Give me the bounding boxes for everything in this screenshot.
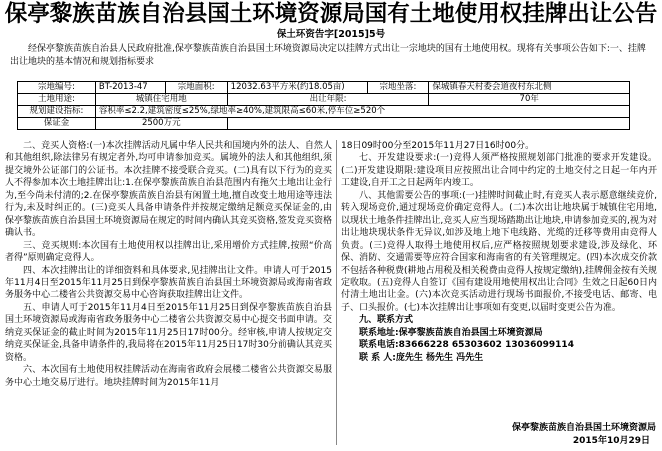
section-application: 五、申请人可于2015年11月4日至2015年11月25日到保亭黎族苗族自治县国土环境资源局或海南省政务服务中心二楼省公共资源交易中心提交书面申请。交纳竞买保证金的截止时间为2015年11月25日17时00分。经审核,申请人按规定交纳竞买保证金,具备申请条件的,我局将在2015年11月25日17时30分前确认其竞买资格。	[5, 302, 332, 363]
parcel-area-label: 宗地面积:	[165, 82, 227, 94]
contact-heading: 九、联系方式	[359, 315, 414, 326]
right-column	[341, 140, 657, 425]
left-column	[5, 140, 332, 450]
section-bidder-qualification: 二、竞买人资格:(一)本次挂牌活动凡属中华人民共和国境内外的法人、自然人和其他组织,除法律另有规定者外,均可申请参加竞买。属境外的法人和其他组织,须提交境外公证部门的公证书。本次挂牌不接受联合竞买。(二)具有以下行为的竞买人不得参加本次土地挂牌出让:1.在保亭黎族苗族自治县范围内有拖欠土地出让金行为,至今尚未付清的;2.在保亭黎族苗族自治县有闲置土地,擅自改变土地用途等违法行为,未及时纠正的。(三)竞买人具备申请条件并按规定缴纳足额竞买保证金的,由保亭黎族苗族自治县国土环境资源局在规定的时间内确认其竞买资格,签发竞买资格确认书。	[5, 141, 332, 239]
section-bidding-rules: 三、竞买规则:本次国有土地使用权以挂牌出让,采用增价方式挂牌,按照“价高者得”原则确定竞得人。	[5, 240, 332, 264]
empty-cell	[227, 118, 629, 130]
contact-address	[341, 327, 657, 339]
parcel-area-value: 12032.63平方米(约18.05亩)	[227, 82, 367, 94]
contact-person	[341, 352, 657, 364]
issue-date: 2015年10月29日	[572, 436, 650, 446]
term-label: 出让年限:	[227, 94, 429, 106]
parcel-code-value: BT-2013-47	[95, 82, 165, 94]
issuer-signature: 保亭黎族苗族自治县国土环境资源局	[511, 423, 656, 433]
section-documents: 四、本次挂牌出让的详细资料和具体要求,见挂牌出让文件。申请人可于2015年11月4日至2015年11月25日到保亭黎族苗族自治县国土环境资源局或海南省政务服务中心二楼省公共资源交易中心咨询获取挂牌出让文件。	[5, 265, 332, 301]
plan-indicator-value: 容积率≤2.2,建筑密度≤25%,绿地率≥40%,建筑限高≤60米,停车位≥520个	[95, 106, 629, 118]
contact-person-value: 庞先生 杨先生 冯先生	[395, 352, 484, 363]
table-row	[18, 94, 630, 106]
parcel-location-label: 宗地坐落:	[367, 82, 429, 94]
document-number: 保土环资告字[2015]5号	[276, 29, 386, 40]
section-other-matters: 八、其他需要公告的事项:(一)挂牌时间截止时,有竞买人表示愿意继续竞价,转入现场竞价,通过现场竞价确定竞得人。(二)本次出让地块属于城镇住宅用地,以现状土地条件挂牌出让,竞买人应当现场踏勘出让地块,申请参加竞买的,视为对出让地块现状条件无异议,如涉及地上地下电线路、光缆的迁移等费用由竞得人负责。(三)竞得人取得土地使用权后,应严格按照规划要求建设,涉及绿化、环保、消防、交通需要等应符合国家和海南省的有关管理规定。(四)本次成交价款不包括各种税费(耕地占用税及相关税费由竞得人按规定缴纳),挂牌佣金按有关规定收取。(五)竞得人自签订《国有建设用地使用权出让合同》生效之日起60日内付清土地出让金。(六)本次竞买活动进行现场书面报价,不接受电话、邮寄、电子、口头报价。(七)本次挂牌出让事项如有变更,以届时变更公告为准。	[341, 190, 657, 313]
contact-phone-label: 联系电话:	[359, 340, 399, 351]
table-row	[18, 82, 630, 94]
contact-person-label: 联 系 人:	[359, 352, 396, 363]
intro-paragraph: 经保亭黎族苗族自治县人民政府批准,保亭黎族苗族自治县国土环境资源局决定以挂牌方式出让一宗地块的国有土地使用权。现将有关事项公告如下:一、挂牌出让地块的基本情况和规划指标要求	[10, 44, 646, 67]
section-development-requirements: 七、开发建设要求:(一)竞得人须严格按照规划部门批准的要求开发建设。(二)开发建设期限:建设项目应按照出让合同中约定的土地交付之日起一年内开工建设,自开工之日起两年内竣工。	[341, 153, 657, 189]
term-value: 70年	[429, 94, 630, 106]
parcel-code-label: 宗地编号:	[18, 82, 96, 94]
page-title: 保亭黎族苗族自治县国土环境资源局国有土地使用权挂牌出让公告	[4, 1, 658, 27]
land-use-value: 城镇住宅用地	[95, 94, 227, 106]
listing-time-continued: 18日09时00分至2015年11月27日16时00分。	[341, 141, 535, 151]
land-use-label: 土地用途:	[18, 94, 96, 106]
deposit-value: 2500万元	[95, 118, 227, 130]
contact-address-label: 联系地址:	[359, 327, 399, 338]
contact-phone	[341, 339, 657, 351]
parcel-location-value: 保城镇春天村委会道夜村东北侧	[429, 82, 630, 94]
section-listing-venue: 六、本次国有土地使用权挂牌活动在海南省政府会展楼二楼省公共资源交易服务中心土地交易厅进行。地块挂牌时间为2015年11月	[5, 365, 332, 388]
table-row	[18, 106, 630, 118]
parcel-info-table	[17, 81, 630, 130]
plan-indicator-label: 规划建设指标:	[18, 106, 96, 118]
column-divider	[336, 140, 337, 445]
deposit-label: 保证金	[18, 118, 96, 130]
contact-phone-value: 83666228 65303602 13036099114	[398, 340, 574, 351]
table-row	[18, 118, 630, 130]
contact-address-value: 保亭黎族苗族自治县国土环境资源局	[398, 327, 543, 338]
